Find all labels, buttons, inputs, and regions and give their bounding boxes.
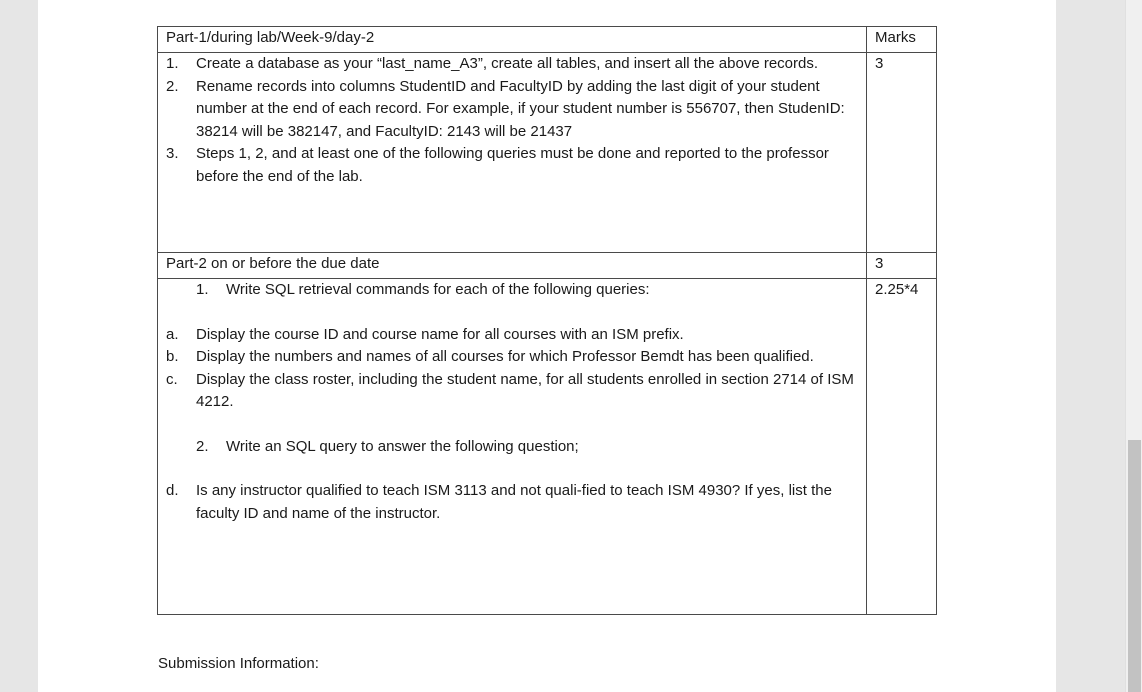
part2-subitem-d	[166, 480, 858, 525]
part1-content	[158, 53, 867, 253]
part2-content	[158, 279, 867, 615]
item-text: Display the class roster, including the student name, for all students enrolled in section 2714 of ISM 4212.	[196, 370, 854, 410]
item-number: 1.	[196, 281, 209, 298]
item-number: 2.	[196, 437, 209, 455]
part1-item-3	[166, 143, 858, 188]
spacer	[166, 414, 858, 436]
part1-header-row	[158, 27, 937, 53]
spacer	[166, 458, 858, 480]
part2-subitem-b	[166, 346, 858, 369]
item-text: Create a database as your “last_name_A3”, create all tables, and insert all the above records.	[196, 55, 819, 72]
part2-subitem-a	[166, 324, 858, 347]
part2-subitem-c	[166, 369, 858, 414]
part1-item-1	[166, 53, 858, 76]
item-number: 3.	[166, 145, 179, 162]
left-gutter	[0, 0, 38, 692]
part2-marks: 2.25*4	[867, 279, 937, 615]
part1-title: Part-1/during lab/Week-9/day-2	[158, 27, 867, 53]
part1-body-row	[158, 53, 937, 253]
item-letter: b.	[166, 348, 179, 365]
marks-header: Marks	[867, 27, 937, 53]
part2-question-1	[166, 279, 858, 302]
part1-marks: 3	[867, 53, 937, 253]
item-text: Write SQL retrieval commands for each of the following queries:	[226, 281, 650, 298]
part2-header-row	[158, 253, 937, 279]
item-text: Display the course ID and course name for all courses with an ISM prefix.	[196, 325, 684, 343]
document-page	[38, 0, 1056, 692]
item-letter: d.	[166, 482, 179, 499]
item-number: 1.	[166, 55, 179, 72]
spacer	[166, 302, 858, 324]
part2-body-row	[158, 279, 937, 615]
part1-item-2	[166, 76, 858, 144]
item-text: Rename records into columns StudentID and FacultyID by adding the last digit of your student number at the end of each record. For example, if your student number is 556707, then StudenID: 38214 will be 382147, and FacultyID: 2143 will be 21437	[196, 77, 845, 140]
scrollbar-thumb[interactable]	[1128, 440, 1141, 692]
vertical-scrollbar[interactable]	[1125, 0, 1142, 692]
item-text: Write an SQL query to answer the following question;	[226, 437, 579, 455]
item-text: Steps 1, 2, and at least one of the following queries must be done and reported to the professor before the end of the lab.	[196, 145, 829, 185]
part1-list	[166, 53, 858, 188]
submission-heading: Submission Information:	[158, 655, 319, 672]
item-letter: c.	[166, 370, 178, 388]
part2-question-2	[166, 436, 858, 459]
item-number: 2.	[166, 77, 179, 95]
part2-header-marks: 3	[867, 253, 937, 279]
assignment-table	[157, 26, 937, 615]
part2-title: Part-2 on or before the due date	[158, 253, 867, 279]
item-text: Display the numbers and names of all courses for which Professor Bemdt has been qualified.	[196, 348, 814, 365]
item-letter: a.	[166, 325, 179, 343]
part2-list	[166, 279, 858, 525]
item-text: Is any instructor qualified to teach ISM 3113 and not quali-fied to teach ISM 4930? If yes, list the faculty ID and name of the instructor.	[196, 482, 832, 522]
